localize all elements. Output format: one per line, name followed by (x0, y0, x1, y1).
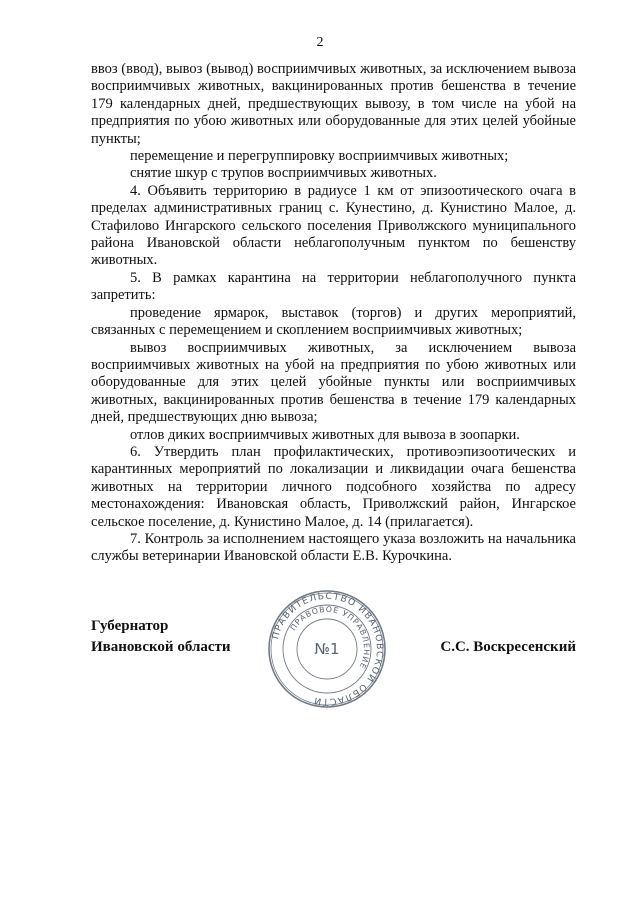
paragraph-removal-ban: вывоз восприимчивых животных, за исключением вывоза восприимчивых животных на убой на предприятия по убою животных или оборудованные для этих целей убойные пункты или восприимчивых животных, вакцинированных против бешенства в течение 179 календарных дней, предшествующих дню вывоза; (91, 339, 576, 426)
paragraph-item-7: 7. Контроль за исполнением настоящего указа возложить на начальника службы ветеринарии Ивановской области Е.В. Курочкина. (91, 530, 576, 565)
paragraph-item-5: 5. В рамках карантина на территории неблагополучного пункта запретить: (91, 269, 576, 304)
paragraph-capture-ban: отлов диких восприимчивых животных для вывоза в зоопарки. (130, 426, 520, 443)
paragraph-relocation-ban: перемещение и перегруппировку восприимчивых животных; (130, 148, 509, 165)
document-body (91, 61, 576, 566)
paragraph-item-4: 4. Объявить территорию в радиусе 1 км от эпизоотического очага в пределах административных границ с. Кунестино, д. Кунистино Малое, д. Стафилово Ингарского сельского поселения Приволжского муниципального района Ивановской области неблагополучным пунктом по бешенству животных. (91, 182, 576, 269)
official-seal-stamp (266, 588, 388, 710)
signatory-title-line-2: Ивановской области (91, 639, 231, 655)
paragraph-skinning-ban: снятие шкур с трупов восприимчивых животных. (130, 165, 437, 182)
paragraph-fairs-ban: проведение ярмарок, выставок (торгов) и других мероприятий, связанных с перемещением и скоплением восприимчивых животных; (91, 304, 576, 339)
seal-inner-text: ПРАВОВОЕ УПРАВЛЕНИЕ (288, 604, 372, 671)
seal-number: №1 (314, 640, 340, 658)
signatory-title (91, 616, 231, 658)
paragraph-item-6: 6. Утвердить план профилактических, противоэпизоотических и карантинных мероприятий по локализации и ликвидации очага бешенства животных на территории личного подсобного хозяйства по адресу местонахождения: Ивановская область, Приволжский район, Ингарское сельское поселение, д. Кунистино Малое, д. 14 (прилагается). (91, 443, 576, 530)
signatory-name: С.С. Воскресенский (440, 639, 576, 655)
page-number: 2 (316, 35, 324, 50)
signature-block (91, 590, 576, 726)
signatory-title-line-1: Губернатор (91, 618, 169, 634)
paragraph-import-export-ban: ввоз (ввод), вывоз (вывод) восприимчивых животных, за исключением вывоза восприимчивых животных, вакцинированных против бешенства в течение 179 календарных дней, предшествующих вывозу, в том числе на убой на предприятия по убою животных или оборудованные для этих целей убойные пункты; (91, 61, 576, 147)
seal-outer-text: ПРАВИТЕЛЬСТВО ИВАНОВСКОЙ ОБЛАСТИ (270, 590, 386, 708)
